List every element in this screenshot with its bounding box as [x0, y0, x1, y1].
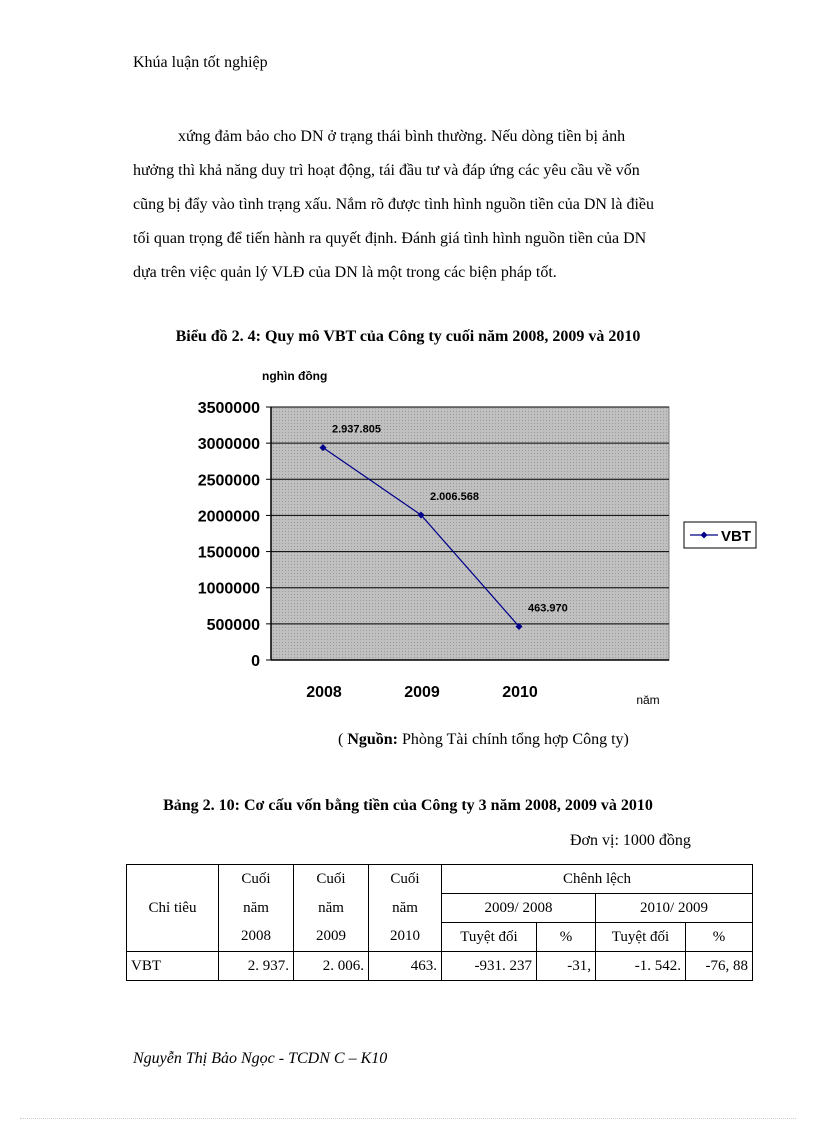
header-difference: Chênh lệch [442, 865, 753, 894]
source-prefix: ( [338, 731, 348, 748]
header-absolute: Tuyệt đối [442, 923, 537, 952]
table-title: Bảng 2. 10: Cơ cấu vốn bằng tiền của Công ty 3 năm 2008, 2009 và 2010 [163, 797, 653, 814]
header-absolute: Tuyệt đối [596, 923, 686, 952]
data-label: 2.006.568 [430, 490, 479, 503]
cell-diff1-absolute: -931. 237 [442, 952, 537, 981]
page-footer: Nguyễn Thị Bảo Ngọc - TCDN C – K10 [133, 1050, 388, 1067]
page-bottom-divider [20, 1118, 796, 1119]
header-2009-line: 2009 [294, 923, 369, 952]
y-tick-label: 1000000 [197, 580, 260, 598]
capital-table [126, 864, 753, 981]
y-tick-label: 0 [251, 653, 260, 670]
source-label: Nguồn: [347, 731, 399, 748]
cell-diff2-percent: -76, 88 [686, 952, 753, 981]
header-2010-line: năm [369, 894, 442, 923]
header-2008-line: 2008 [219, 923, 294, 952]
table-row [127, 952, 753, 981]
paragraph-line: cũng bị đẩy vào tình trạng xấu. Nắm rõ được tình hình nguồn tiền của DN là điều [133, 196, 655, 213]
legend-label: VBT [721, 528, 751, 545]
cell-2009: 2. 006. [294, 952, 369, 981]
header-2009-line: năm [294, 894, 369, 923]
cell-diff1-percent: -31, [537, 952, 596, 981]
y-tick-label: 3000000 [197, 436, 260, 454]
x-axis-label: năm [636, 693, 660, 707]
paragraph-line: dựa trên việc quản lý VLĐ của DN là một trong các biện pháp tốt. [133, 264, 557, 281]
chart-title: Biểu đồ 2. 4: Quy mô VBT của Công ty cuối năm 2008, 2009 và 2010 [175, 328, 641, 345]
header-indicator: Chỉ tiêu [127, 894, 219, 923]
paragraph-line: xứng đảm bảo cho DN ở trạng thái bình thường. Nếu dòng tiền bị ảnh [178, 128, 626, 145]
header-percent: % [686, 923, 753, 952]
y-tick-label: 3500000 [197, 400, 260, 417]
y-tick-label: 2500000 [197, 472, 260, 490]
cell-diff2-absolute: -1. 542. [596, 952, 686, 981]
header-2010-line: Cuối [369, 865, 442, 894]
header-indicator-top [127, 865, 219, 894]
y-tick-label: 2000000 [197, 508, 260, 526]
x-tick-label: 2010 [502, 684, 538, 701]
chart-source [338, 731, 629, 749]
header-2010-line: 2010 [369, 923, 442, 952]
row-label: VBT [127, 952, 219, 981]
header-2008-line: năm [219, 894, 294, 923]
x-tick-label: 2008 [306, 684, 342, 701]
y-axis-label: nghìn đồng [262, 369, 328, 383]
unit-label: Đơn vị: 1000 đồng [570, 832, 691, 849]
data-label: 463.970 [528, 602, 568, 615]
header-2009-line: Cuối [294, 865, 369, 894]
header-period-2009-2008: 2009/ 2008 [442, 894, 596, 923]
x-tick-label: 2009 [404, 684, 440, 701]
page-header: Khúa luận tốt nghiệp [133, 54, 268, 71]
y-tick-label: 1500000 [197, 544, 260, 562]
paragraph-line: hưởng thì khả năng duy trì hoạt động, tái đầu tư và đáp ứng các yêu cầu về vốn [133, 162, 640, 179]
source-text: Phòng Tài chính tổng hợp Công ty) [398, 731, 629, 748]
header-period-2010-2009: 2010/ 2009 [596, 894, 753, 923]
cell-2010: 463. [369, 952, 442, 981]
header-indicator-bottom [127, 923, 219, 952]
y-tick-label: 500000 [206, 616, 260, 634]
header-percent: % [537, 923, 596, 952]
cell-2008: 2. 937. [219, 952, 294, 981]
paragraph-line: tối quan trọng để tiến hành ra quyết định. Đánh giá tình hình nguồn tiền của DN [133, 230, 647, 247]
data-label: 2.937.805 [332, 423, 381, 436]
header-2008-line: Cuối [219, 865, 294, 894]
plot-area [271, 407, 669, 660]
